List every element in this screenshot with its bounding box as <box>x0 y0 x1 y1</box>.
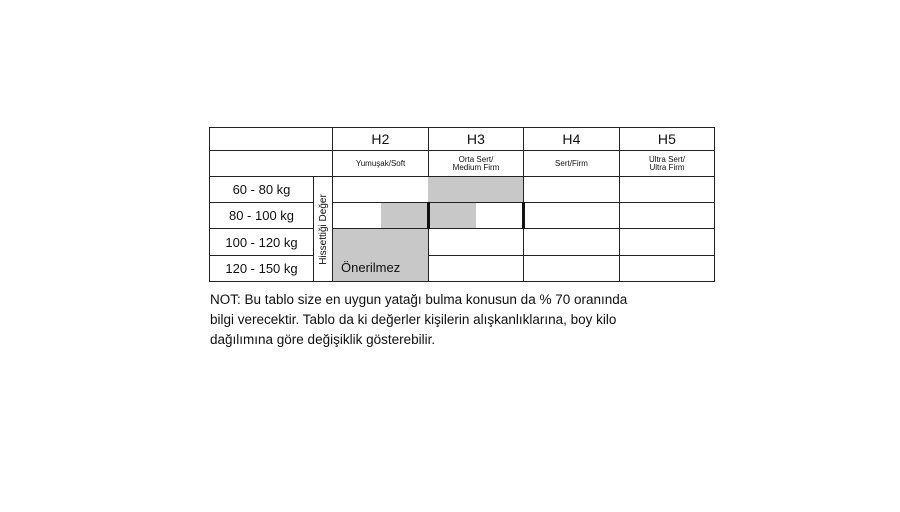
vertical-axis-label <box>313 176 333 282</box>
divider-heavy-left <box>427 202 430 229</box>
column-label-h4: Sert/Firm <box>523 150 620 177</box>
cell-r2-h4 <box>523 202 620 229</box>
row-label-60-80: 60 - 80 kg <box>209 176 314 203</box>
cell-r1-h2 <box>332 176 429 203</box>
corner-cell <box>209 127 333 151</box>
column-label-h2: Yumuşak/Soft <box>332 150 429 177</box>
note-line-2: bilgi verecektir. Tablo da ki değerler kişilerin alışkanlıklarına, boy kilo <box>210 312 617 327</box>
note-line-3: dağılımına göre değişiklik gösterebilir. <box>210 332 436 347</box>
cell-r1-h5 <box>619 176 715 203</box>
corner-cell-2 <box>209 150 333 177</box>
column-code-h2: H2 <box>332 127 429 151</box>
note-paragraph <box>210 290 730 350</box>
recommend-shade-r2-h2 <box>381 203 428 228</box>
recommend-shade-r2-h3 <box>429 203 476 228</box>
cell-r4-h4 <box>523 255 620 282</box>
column-label-h5: Ultra Sert/ Ultra Firm <box>619 150 715 177</box>
column-label-h3: Orta Sert/ Medium Firm <box>428 150 524 177</box>
column-code-h4: H4 <box>523 127 620 151</box>
column-code-h5: H5 <box>619 127 715 151</box>
cell-r4-h3 <box>428 255 524 282</box>
not-recommended-label: Önerilmez <box>341 260 401 275</box>
cell-r1-h4 <box>523 176 620 203</box>
row-label-120-150: 120 - 150 kg <box>209 255 314 282</box>
cell-r3-h4 <box>523 228 620 256</box>
cell-r4-h5 <box>619 255 715 282</box>
row-label-80-100: 80 - 100 kg <box>209 202 314 229</box>
recommend-shade-r1-h3 <box>428 177 523 202</box>
row-label-100-120: 100 - 120 kg <box>209 228 314 256</box>
cell-r3-h5 <box>619 228 715 256</box>
cell-r3-h3 <box>428 228 524 256</box>
firmness-table <box>209 127 715 282</box>
cell-r2-h5 <box>619 202 715 229</box>
divider-heavy-right <box>522 202 525 229</box>
note-line-1: NOT: Bu tablo size en uygun yatağı bulma konusun da % 70 oranında <box>210 292 628 307</box>
vertical-label-text: Hissettiği Değer <box>317 193 329 265</box>
column-code-h3: H3 <box>428 127 524 151</box>
